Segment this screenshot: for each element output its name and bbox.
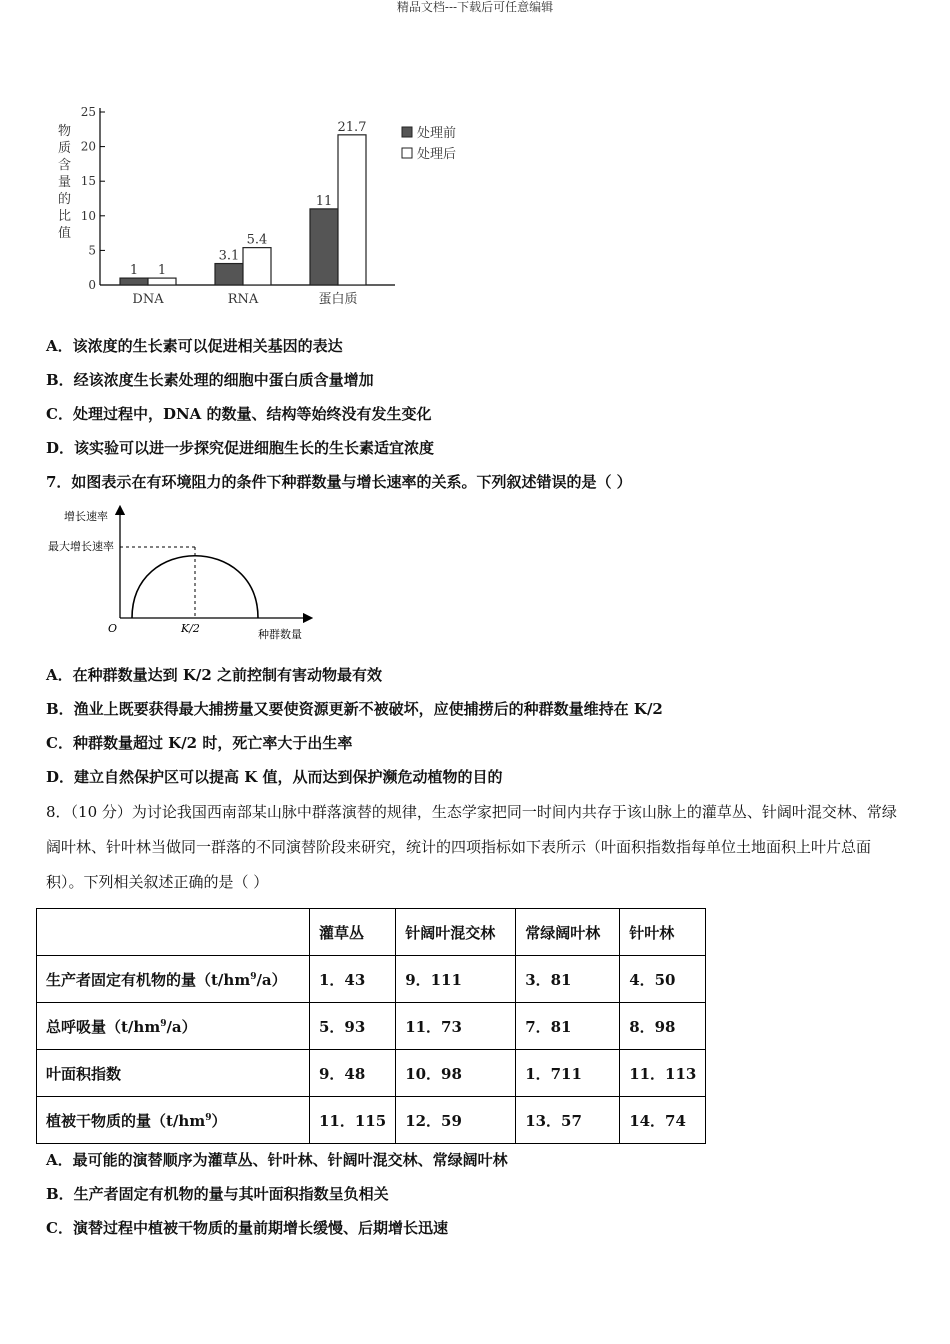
category-label: 蛋白质 <box>318 292 358 307</box>
origin-label: O <box>108 622 118 635</box>
table-cell: 9．111 <box>396 956 516 1003</box>
table-cell: 4．50 <box>620 956 706 1003</box>
table-cell: 12．59 <box>396 1097 516 1144</box>
q7-option-c[interactable]: C．种群数量超过 K/2 时，死亡率大于出生率 <box>46 734 353 752</box>
data-table <box>36 908 706 1144</box>
x-axis-label: 种群数量 <box>258 628 302 641</box>
q6-option-c[interactable]: C．处理过程中，DNA 的数量、结构等始终没有发生变化 <box>46 405 432 423</box>
data-label: 1 <box>157 263 167 279</box>
y-tick-label: 25 <box>80 105 96 119</box>
legend-label: 处理前 <box>417 126 457 141</box>
bar <box>120 278 148 285</box>
bar <box>243 248 271 285</box>
table-cell: 9．48 <box>310 1050 396 1097</box>
data-label: 11 <box>315 193 333 209</box>
table-row <box>37 1050 706 1097</box>
y-axis-label-char: 值 <box>58 226 72 241</box>
bar-chart <box>50 100 480 315</box>
table-header-cell: 常绿阔叶林 <box>516 909 620 956</box>
bar <box>215 264 243 285</box>
table-cell: 3．81 <box>516 956 620 1003</box>
q8-option-c[interactable]: C．演替过程中植被干物质的量前期增长缓慢、后期增长迅速 <box>46 1219 448 1237</box>
peak-label: 最大增长速率 <box>48 540 114 553</box>
category-label: RNA <box>227 292 259 307</box>
row-label: 总呼吸量$(t/hm^9/a)$ <box>37 1003 310 1050</box>
table-row <box>37 1097 706 1144</box>
table-header-row <box>37 909 706 956</box>
data-label: 5.4 <box>246 232 268 248</box>
page-header: 精品文档---下载后可任意编辑 <box>396 0 554 14</box>
table-row <box>37 956 706 1003</box>
q8-stem <box>46 795 908 900</box>
y-axis-label: 增长速率 <box>64 510 108 523</box>
bar <box>338 135 366 285</box>
data-label: 21.7 <box>337 119 367 135</box>
k-half-label: K/2 <box>181 622 200 635</box>
y-axis-label-char: 量 <box>58 175 72 190</box>
table-cell: 10．98 <box>396 1050 516 1097</box>
row-label: 生产者固定有机物的量$(t/hm^9/a)$ <box>37 956 310 1003</box>
y-tick-label: 20 <box>80 139 96 154</box>
bar <box>310 209 338 285</box>
table-header-cell: 灌草丛 <box>310 909 396 956</box>
table-row <box>37 1003 706 1050</box>
row-label: 植被干物质的量$(t/hm^9)$ <box>37 1097 310 1144</box>
table-cell: 1．43 <box>310 956 396 1003</box>
q8-number: 8．（10 分） <box>46 803 132 821</box>
legend-swatch <box>402 127 412 137</box>
table-header-cell: 针阔叶混交林 <box>396 909 516 956</box>
table-cell: 7．81 <box>516 1003 620 1050</box>
y-axis-label <box>58 123 71 241</box>
q7-option-a[interactable]: A．在种群数量达到 K/2 之前控制有害动物最有效 <box>46 666 383 684</box>
q7-option-b[interactable]: B．渔业上既要获得最大捕捞量又要使资源更新不被破坏，应使捕捞后的种群数量维持在 K/2 <box>46 700 663 718</box>
table-cell: 13．57 <box>516 1097 620 1144</box>
table-cell: 11．73 <box>396 1003 516 1050</box>
y-tick-label: 5 <box>88 243 96 258</box>
y-tick-label: 10 <box>80 208 96 223</box>
y-axis-label-char: 含 <box>58 158 72 173</box>
table-cell: 14．74 <box>620 1097 706 1144</box>
q8-option-b[interactable]: B．生产者固定有机物的量与其叶面积指数呈负相关 <box>46 1185 389 1203</box>
y-axis-label-char: 比 <box>58 209 72 224</box>
y-axis-label-char: 的 <box>58 192 72 207</box>
q8-stem-text: 为讨论我国西南部某山脉中群落演替的规律，生态学家把同一时间内共存于该山脉上的灌草丛、针阔叶混交林、常绿阔叶林、针叶林当做同一群落的不同演替阶段来研究，统计的四项指标如下表所示（叶面积指数指每单位土地面积上叶片总面积）。下列相关叙述正确的是（ ） <box>46 803 897 891</box>
table-header-cell <box>37 909 310 956</box>
growth-rate-curve <box>40 500 320 650</box>
q8-option-a[interactable]: A．最可能的演替顺序为灌草丛、针叶林、针阔叶混交林、常绿阔叶林 <box>46 1151 508 1169</box>
table-header-cell: 针叶林 <box>620 909 706 956</box>
table-cell: 11．113 <box>620 1050 706 1097</box>
data-label: 1 <box>129 263 139 279</box>
q6-option-b[interactable]: B．经该浓度生长素处理的细胞中蛋白质含量增加 <box>46 371 374 389</box>
y-axis-label-char: 物 <box>58 124 72 139</box>
q6-option-a[interactable]: A．该浓度的生长素可以促进相关基因的表达 <box>46 337 343 355</box>
table-cell: 1．711 <box>516 1050 620 1097</box>
chart-bars <box>120 120 366 307</box>
q7-stem: 7．如图表示在有环境阻力的条件下种群数量与增长速率的关系。下列叙述错误的是（ ） <box>46 473 632 491</box>
y-tick-label: 0 <box>88 278 96 292</box>
category-label: DNA <box>132 292 164 307</box>
y-tick-label: 15 <box>80 174 96 189</box>
table-cell: 8．98 <box>620 1003 706 1050</box>
chart-legend <box>402 125 456 162</box>
q6-option-d[interactable]: D．该实验可以进一步探究促进细胞生长的生长素适宜浓度 <box>46 439 435 457</box>
legend-label: 处理后 <box>417 147 457 162</box>
q7-option-d[interactable]: D．建立自然保护区可以提高 K 值，从而达到保护濒危动植物的目的 <box>46 768 503 786</box>
data-label: 3.1 <box>218 248 240 264</box>
table-cell: 11．115 <box>310 1097 396 1144</box>
row-label: 叶面积指数 <box>37 1050 310 1097</box>
y-axis-label-char: 质 <box>58 141 72 156</box>
table-cell: 5．93 <box>310 1003 396 1050</box>
legend-swatch <box>402 148 412 158</box>
bar <box>148 278 176 285</box>
